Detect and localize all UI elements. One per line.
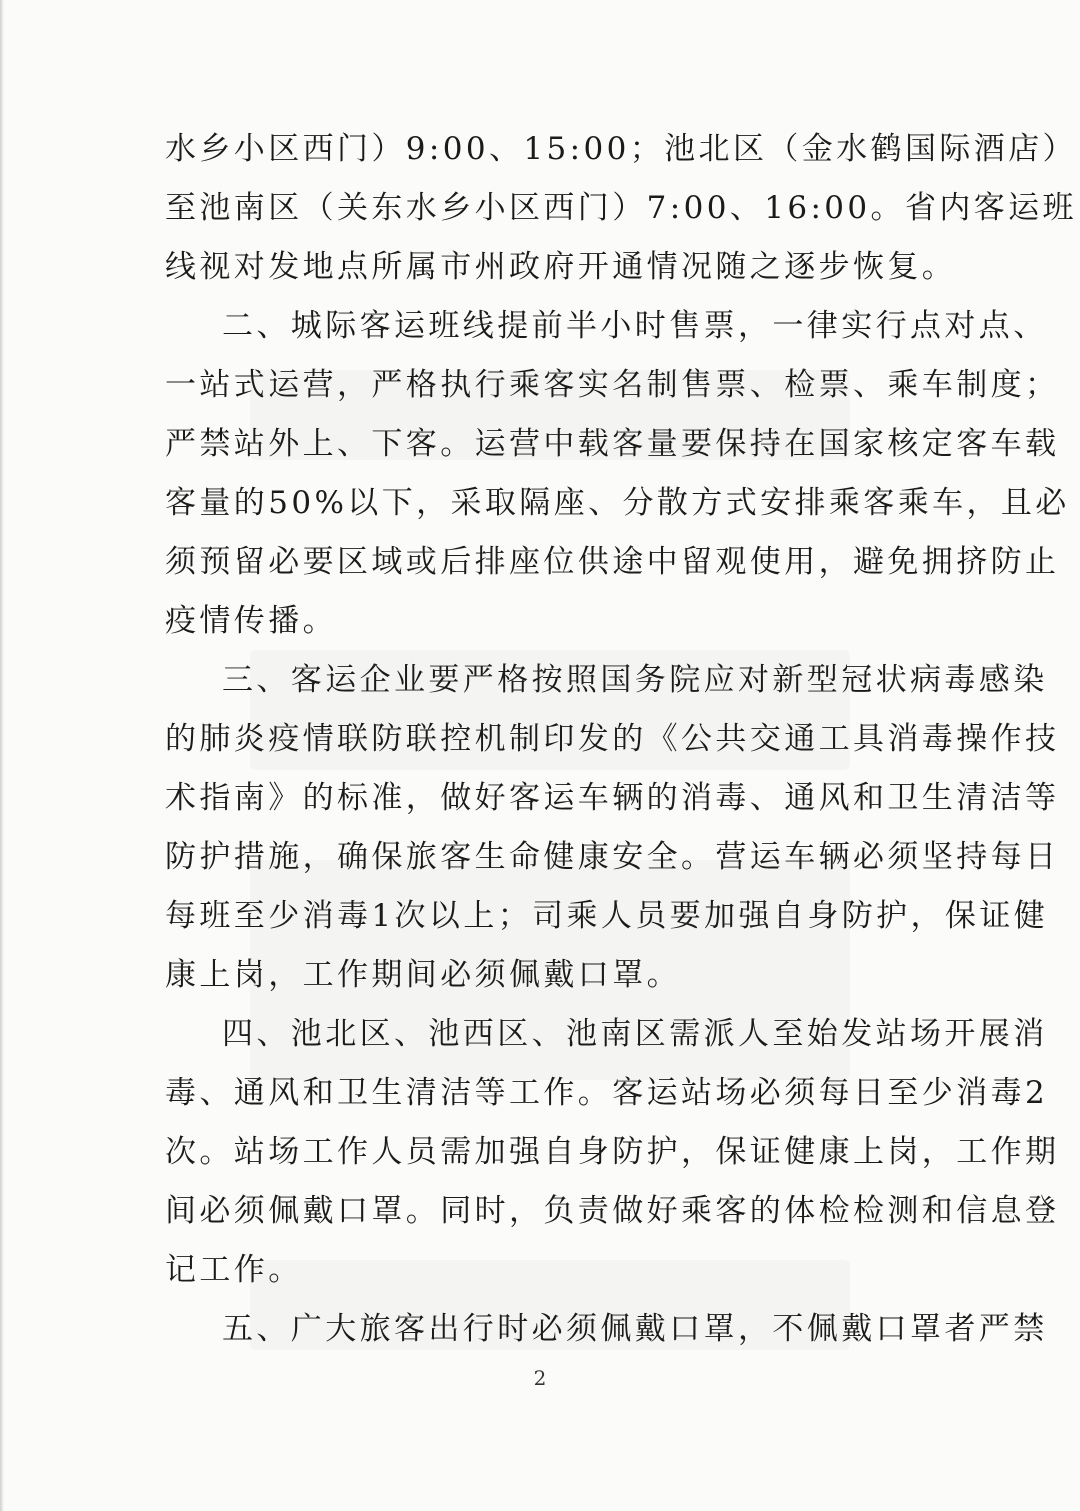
paragraph-2-first-line: 二、城际客运班线提前半小时售票，一律实行点对点、 [222,308,1048,344]
text-line: 每班至少消毒1次以上；司乘人员要加强自身防护，保证健 [165,898,1049,934]
text-line: 严禁站外上、下客。运营中载客量要保持在国家核定客车载 [165,426,1060,462]
text-line: 客量的50%以下，采取隔座、分散方式安排乘客乘车，且必 [165,485,1070,521]
text-line: 须预留必要区域或后排座位供途中留观使用，避免拥挤防止 [165,544,1060,580]
text-line: 线视对发地点所属市州政府开通情况随之逐步恢复。 [165,249,957,285]
text-line: 毒、通风和卫生清洁等工作。客运站场必须每日至少消毒2 [165,1075,1049,1111]
text-line: 水乡小区西门）9:00、15:00；池北区（金水鹤国际酒店） [165,131,1077,167]
paragraph-4-first-line: 四、池北区、池西区、池南区需派人至始发站场开展消 [222,1016,1048,1052]
page-number: 2 [533,1366,547,1390]
text-line: 至池南区（关东水乡小区西门）7:00、16:00。省内客运班 [165,190,1077,226]
text-line: 次。站场工作人员需加强自身防护，保证健康上岗，工作期 [165,1134,1060,1170]
paragraph-5-first-line: 五、广大旅客出行时必须佩戴口罩，不佩戴口罩者严禁 [222,1311,1048,1347]
text-line: 术指南》的标准，做好客运车辆的消毒、通风和卫生清洁等 [165,780,1060,816]
scan-edge-shadow [0,0,4,1511]
text-line: 一站式运营，严格执行乘客实名制售票、检票、乘车制度； [165,367,1060,403]
text-line: 间必须佩戴口罩。同时，负责做好乘客的体检检测和信息登 [165,1193,1060,1229]
text-line: 的肺炎疫情联防联控机制印发的《公共交通工具消毒操作技 [165,721,1060,757]
text-line: 防护措施，确保旅客生命健康安全。营运车辆必须坚持每日 [165,839,1060,875]
text-line: 疫情传播。 [165,603,337,639]
document-body [165,120,1077,1359]
paragraph-3-first-line: 三、客运企业要严格按照国务院应对新型冠状病毒感染 [222,662,1048,698]
text-line: 记工作。 [165,1252,303,1288]
text-line: 康上岗，工作期间必须佩戴口罩。 [165,957,681,993]
